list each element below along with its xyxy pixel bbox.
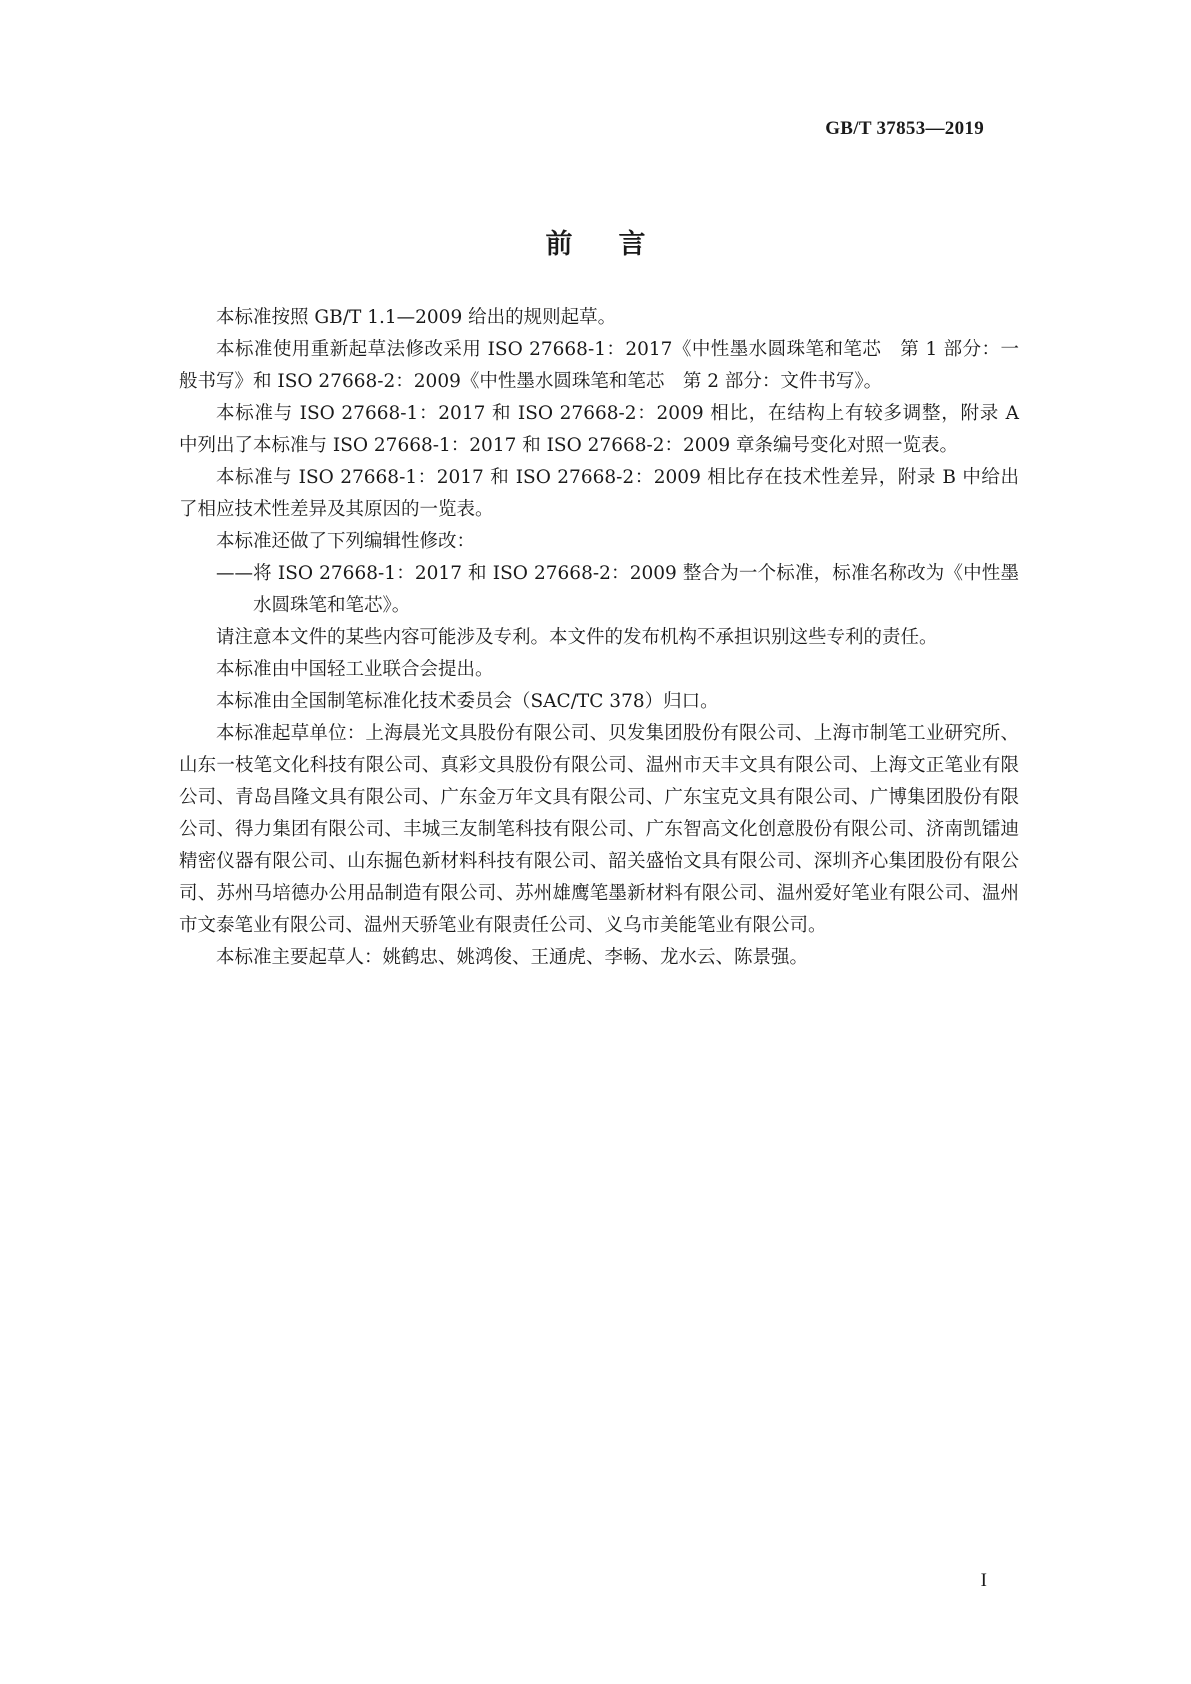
paragraph-adoption: 本标准使用重新起草法修改采用 ISO 27668-1：2017《中性墨水圆珠笔和笔芯 第 1 部分：一般书写》和 ISO 27668-2：2009《中性墨水圆珠笔和笔芯 第 2 部分：文件书写》。: [179, 339, 1019, 392]
paragraph-editorial-intro: 本标准还做了下列编辑性修改：: [216, 531, 476, 552]
list-item-editorial-change: ——将 ISO 27668-1：2017 和 ISO 27668-2：2009 整合为一个标准，标准名称改为《中性墨水圆珠笔和笔芯》。: [216, 563, 1019, 616]
paragraph-drafting-units: 本标准起草单位：上海晨光文具股份有限公司、贝发集团股份有限公司、上海市制笔工业研究所、山东一枝笔文化科技有限公司、真彩文具股份有限公司、温州市天丰文具有限公司、上海文正笔业有限公司、青岛昌隆文具有限公司、广东金万年文具有限公司、广东宝克文具有限公司、广博集团股份有限公司、得力集团有限公司、丰城三友制笔科技有限公司、广东智高文化创意股份有限公司、济南凯镭迪精密仪器有限公司、山东掘色新材料科技有限公司、韶关盛怡文具有限公司、深圳齐心集团股份有限公司、苏州马培德办公用品制造有限公司、苏州雄鹰笔墨新材料有限公司、温州爱好笔业有限公司、温州市文泰笔业有限公司、温州天骄笔业有限责任公司、义乌市美能笔业有限公司。: [179, 723, 1019, 936]
paragraph-proposer: 本标准由中国轻工业联合会提出。: [216, 659, 494, 680]
page-title: 前言: [545, 229, 692, 260]
paragraph-technical-differences: 本标准与 ISO 27668-1：2017 和 ISO 27668-2：2009 相比存在技术性差异，附录 B 中给出了相应技术性差异及其原因的一览表。: [179, 467, 1019, 520]
paragraph-structure-changes: 本标准与 ISO 27668-1：2017 和 ISO 27668-2：2009 相比，在结构上有较多调整，附录 A 中列出了本标准与 ISO 27668-1：2017 和 ISO 27668-2：2009 章条编号变化对照一览表。: [179, 403, 1019, 456]
foreword-body: [179, 302, 1019, 974]
paragraph-technical-committee: 本标准由全国制笔标准化技术委员会（SAC/TC 378）归口。: [216, 691, 719, 712]
standard-number: GB/T 37853—2019: [825, 118, 984, 139]
paragraph-patent-notice: 请注意本文件的某些内容可能涉及专利。本文件的发布机构不承担识别这些专利的责任。: [216, 627, 938, 648]
page-number: I: [980, 1570, 987, 1591]
paragraph-drafting-rules: 本标准按照 GB/T 1.1—2009 给出的规则起草。: [216, 307, 617, 328]
paragraph-drafters: 本标准主要起草人：姚鹤忠、姚鸿俊、王通虎、李畅、龙水云、陈景强。: [216, 947, 809, 968]
